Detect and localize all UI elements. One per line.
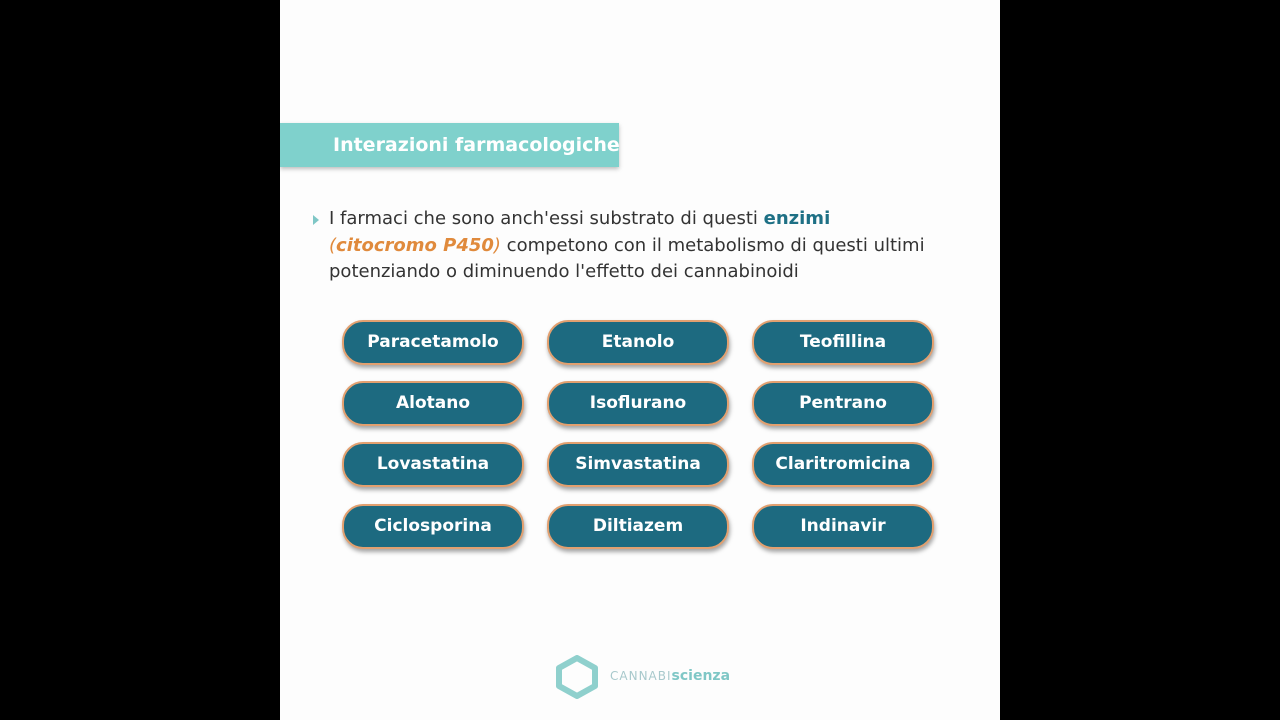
drug-pill: Indinavir <box>752 504 934 549</box>
highlight-citocromo: citocromo P450 <box>336 234 494 256</box>
drug-pill: Ciclosporina <box>342 504 524 549</box>
paren-open: ( <box>329 234 337 256</box>
drug-pill: Simvastatina <box>547 442 729 487</box>
bullet-paragraph <box>313 206 973 286</box>
bullet-text-part2: competono con il metabolismo di questi ultimi potenziando o diminuendo l'effetto dei cannabinoidi <box>329 234 925 282</box>
cannabiscienza-logo-icon <box>553 655 601 699</box>
drug-pill: Paracetamolo <box>342 320 524 365</box>
bullet-text-part1: I farmaci che sono anch'essi substrato di questi <box>329 208 764 229</box>
drug-pill: Pentrano <box>752 381 934 426</box>
slide <box>280 0 1000 720</box>
logo-text-scienza: scienza <box>671 668 731 684</box>
drug-pill: Etanolo <box>547 320 729 365</box>
bullet-arrow-icon <box>313 215 319 225</box>
title-banner <box>280 123 619 167</box>
logo-text-cannabi: CANNABI <box>610 669 672 683</box>
drug-pill: Isoflurano <box>547 381 729 426</box>
bullet-text <box>329 206 973 286</box>
logo-wordmark <box>610 668 730 684</box>
drug-pill: Claritromicina <box>752 442 934 487</box>
highlight-enzimi: enzimi <box>763 208 831 229</box>
slide-title: Interazioni farmacologiche <box>333 134 620 156</box>
drug-pill: Lovastatina <box>342 442 524 487</box>
drug-pill: Alotano <box>342 381 524 426</box>
drug-pill: Diltiazem <box>547 504 729 549</box>
paren-close: ) <box>493 234 501 256</box>
drug-pill: Teofillina <box>752 320 934 365</box>
